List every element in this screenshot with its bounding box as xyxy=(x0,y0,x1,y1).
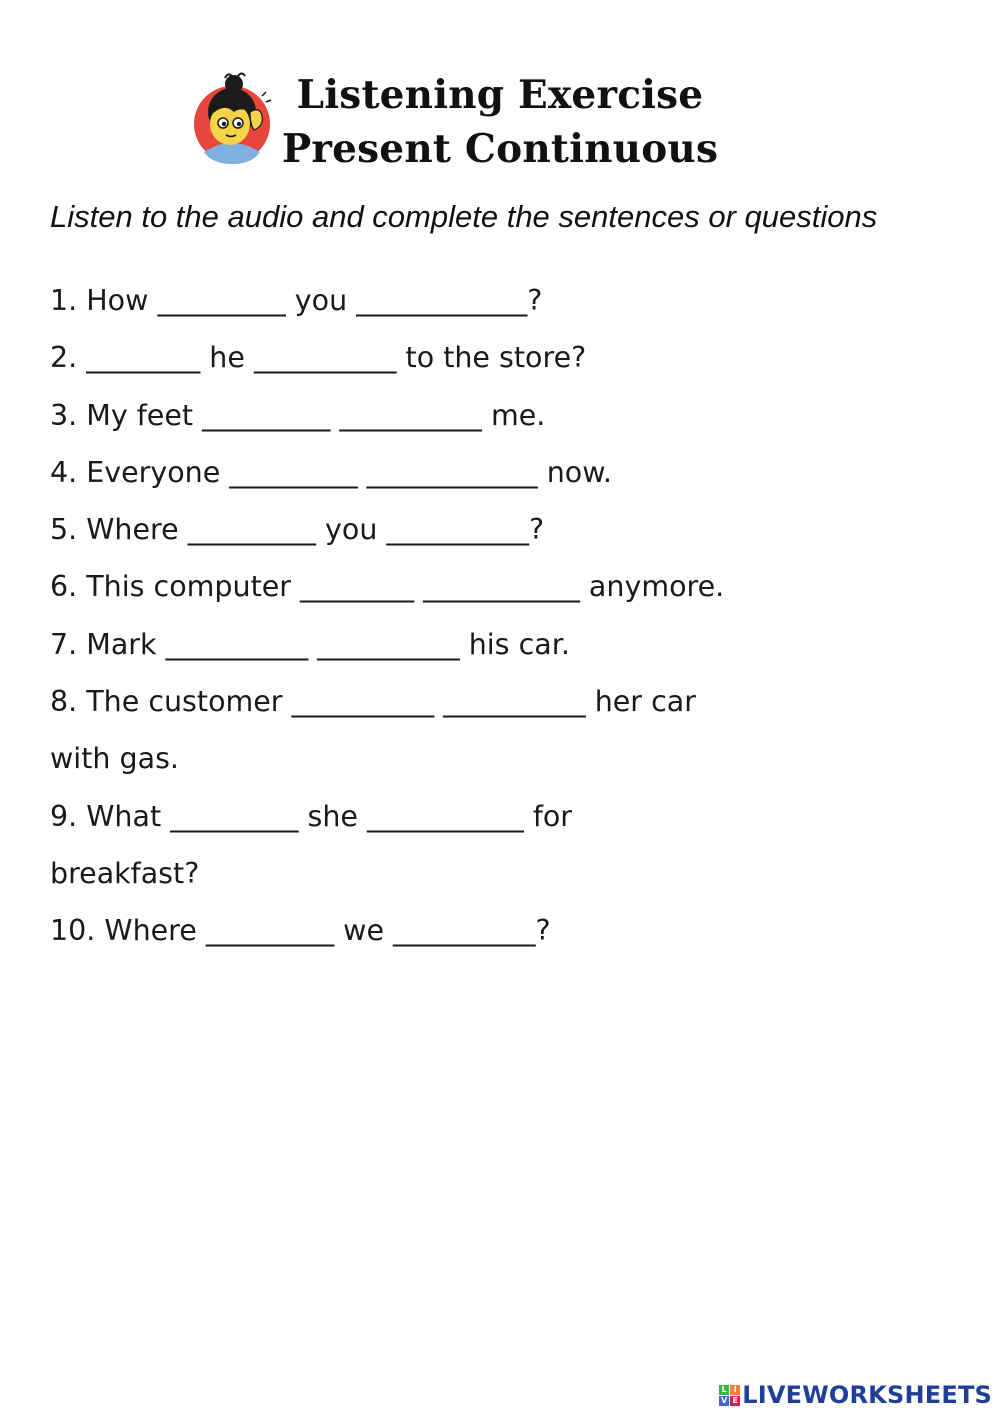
title-block xyxy=(250,68,750,176)
logo-letter: V xyxy=(721,1395,728,1405)
question-line: 8. The customer __________ __________ her car xyxy=(50,685,696,719)
liveworksheets-logo-icon xyxy=(719,1385,740,1406)
worksheet-title: Listening Exercise xyxy=(296,72,704,118)
worksheet-header xyxy=(0,62,1000,182)
question-line: 2. ________ he __________ to the store? xyxy=(50,341,587,375)
question-line: 7. Mark __________ __________ his car. xyxy=(50,627,570,661)
logo-letter: L xyxy=(719,1385,729,1395)
brand-name: LIVEWORKSHEETS xyxy=(742,1381,992,1409)
question-line: 9. What _________ she ___________ for xyxy=(50,799,573,833)
logo-letter: E xyxy=(730,1396,740,1406)
question-line: 1. How _________ you ____________? xyxy=(50,284,543,317)
liveworksheets-logo[interactable] xyxy=(719,1381,992,1409)
worksheet-subtitle: Present Continuous xyxy=(281,126,719,172)
question-line: 5. Where _________ you __________? xyxy=(50,513,545,547)
logo-letter: I xyxy=(730,1385,740,1395)
question-line: 4. Everyone _________ ____________ now. xyxy=(50,455,612,489)
question-line: 6. This computer ________ ___________ anymore. xyxy=(50,570,725,604)
question-list xyxy=(50,272,950,960)
question-line: 3. My feet _________ __________ me. xyxy=(50,398,546,432)
question-line: 10. Where _________ we __________? xyxy=(50,914,551,948)
question-line: with gas. xyxy=(50,742,179,776)
instruction-text: Listen to the audio and complete the sentences or questions xyxy=(50,199,878,234)
question-line: breakfast? xyxy=(50,856,200,890)
